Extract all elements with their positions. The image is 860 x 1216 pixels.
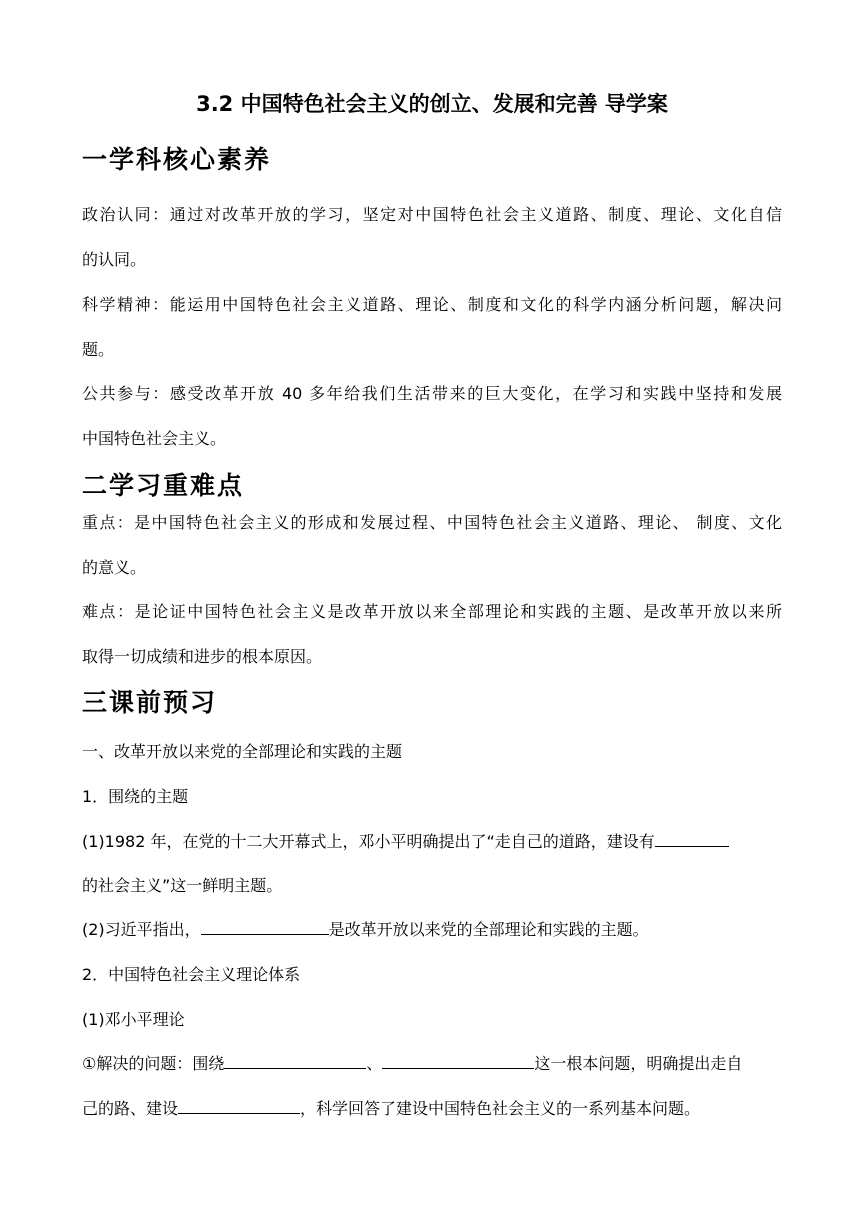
preview-subitem: 2．中国特色社会主义理论体系 bbox=[82, 965, 301, 984]
preview-subitem: (1)邓小平理论 bbox=[82, 1010, 185, 1029]
question-text: 这一根本问题，明确提出走自 bbox=[534, 1054, 743, 1073]
paragraph-line: 政治认同：通过对改革开放的学习，坚定对中国特色社会主义道路、制度、理论、文化自信 bbox=[82, 205, 782, 224]
paragraph-line: 难点：是论证中国特色社会主义是改革开放以来全部理论和实践的主题、是改革开放以来所 bbox=[82, 602, 782, 621]
section-heading-key-points: 二学习重难点 bbox=[82, 471, 245, 500]
fill-in-question-1b bbox=[82, 918, 782, 942]
answer-blank[interactable] bbox=[655, 830, 729, 847]
question-text: (2)习近平指出， bbox=[82, 920, 201, 939]
question-text: (1)1982 年，在党的十二大开幕式上，邓小平明确提出了“走自己的道路，建设有 bbox=[82, 832, 655, 851]
paragraph-line: 题。 bbox=[82, 340, 115, 359]
fill-in-question-2 bbox=[82, 1052, 782, 1076]
answer-blank[interactable] bbox=[201, 918, 329, 935]
question-text: 己的路、建设 bbox=[82, 1099, 179, 1118]
question-text: 是改革开放以来党的全部理论和实践的主题。 bbox=[328, 920, 649, 939]
paragraph-line: 取得一切成绩和进步的根本原因。 bbox=[82, 647, 323, 666]
fill-in-question-2-continued bbox=[82, 1097, 782, 1121]
document-title: 3.2 中国特色社会主义的创立、发展和完善 导学案 bbox=[196, 92, 668, 116]
section-heading-preview: 三课前预习 bbox=[82, 688, 218, 717]
paragraph-line: 科学精神：能运用中国特色社会主义道路、理论、制度和文化的科学内涵分析问题，解决问 bbox=[82, 295, 782, 314]
paragraph-line: 公共参与：感受改革开放 40 多年给我们生活带来的巨大变化，在学习和实践中坚持和发展 bbox=[82, 384, 782, 403]
preview-item-heading: 一、改革开放以来党的全部理论和实践的主题 bbox=[82, 742, 403, 761]
question-text: 、 bbox=[366, 1054, 383, 1073]
fill-in-question-1a bbox=[82, 830, 782, 854]
answer-blank[interactable] bbox=[178, 1097, 300, 1114]
paragraph-line: 的意义。 bbox=[82, 558, 147, 577]
section-heading-core-literacy: 一学科核心素养 bbox=[82, 145, 272, 174]
paragraph-line: 的认同。 bbox=[82, 250, 147, 269]
question-text: ①解决的问题：围绕 bbox=[82, 1054, 225, 1073]
paragraph-line: 的社会主义”这一鲜明主题。 bbox=[82, 876, 283, 895]
answer-blank[interactable] bbox=[224, 1052, 366, 1069]
answer-blank[interactable] bbox=[382, 1052, 534, 1069]
question-text: ，科学回答了建设中国特色社会主义的一系列基本问题。 bbox=[300, 1099, 701, 1118]
paragraph-line: 中国特色社会主义。 bbox=[82, 429, 227, 448]
paragraph-line: 重点：是中国特色社会主义的形成和发展过程、中国特色社会主义道路、理论、 制度、文化 bbox=[82, 513, 782, 532]
preview-subitem: 1．围绕的主题 bbox=[82, 787, 189, 806]
